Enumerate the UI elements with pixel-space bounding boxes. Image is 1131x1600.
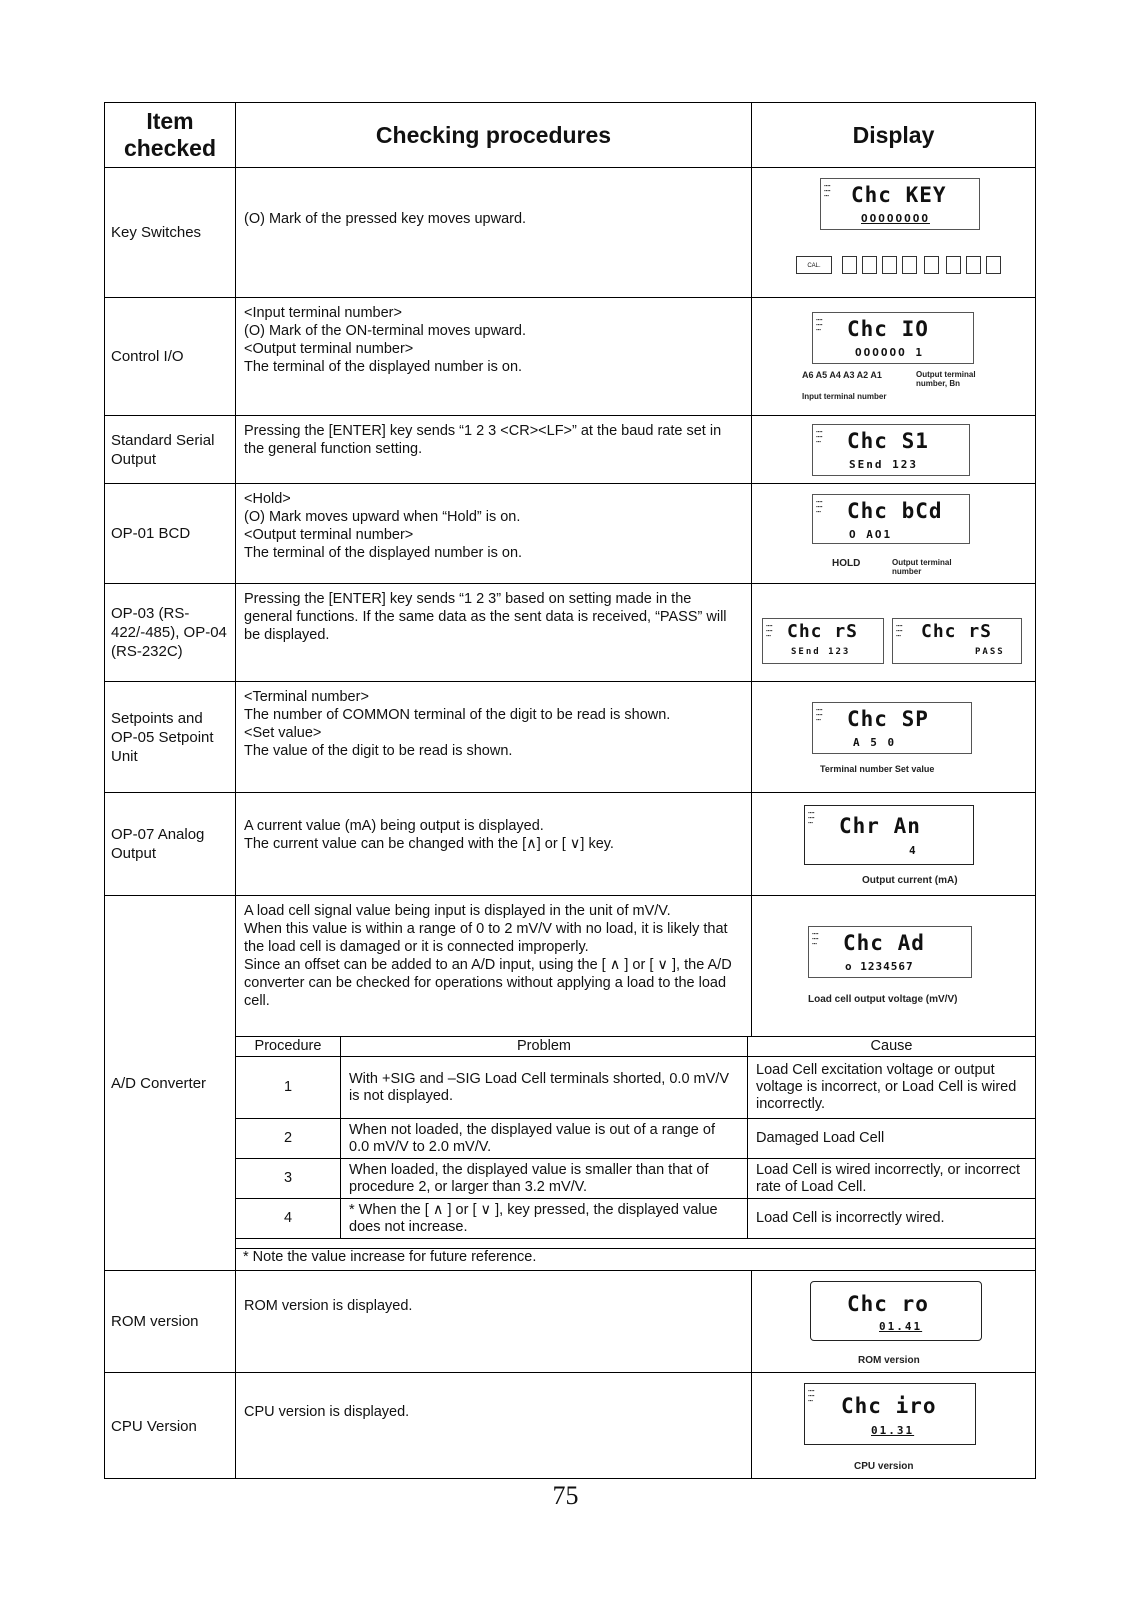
table-row (105, 298, 1035, 416)
key-icon (946, 256, 961, 274)
procedure-text (236, 484, 752, 583)
table-row (236, 1159, 1036, 1199)
item-op03-op04: OP-03 (RS-422/-485), OP-04 (RS-232C) (105, 584, 236, 681)
lcd-panel-pass (892, 618, 1022, 664)
cause-cell: Load Cell is incorrectly wired. (748, 1199, 1036, 1239)
load-cell-voltage-label: Load cell output voltage (mV/V) (808, 994, 958, 1005)
table-row (105, 584, 1035, 682)
lcd-sub-text: SEnd 123 (849, 458, 918, 471)
procedure-line: <Terminal number> (244, 689, 369, 705)
procedure-line: The terminal of the displayed number is on. (244, 545, 523, 561)
hold-label: HOLD (832, 558, 861, 569)
procedure-line: Since an offset can be added to an A/D input, using the [ ∧ ] or [ ∨ ], the A/D converter can be checked for operations without applying a load to the load cell. (244, 957, 732, 1009)
indicator-marks-icon: ▪▪▪▪ ▪▪▪▪ ▪▪▪ (824, 183, 831, 198)
lcd-sub-text: SEnd 123 (791, 647, 851, 657)
item-rom-version: ROM version (105, 1271, 236, 1372)
lcd-panel (804, 805, 974, 865)
input-terminals-label: A6 A5 A4 A3 A2 A1 (802, 370, 882, 380)
lcd-main-text: Chc IO (847, 317, 929, 341)
display-cell (752, 1373, 1035, 1479)
lcd-sub-text: O AO1 (849, 528, 893, 541)
procedure-text (236, 793, 752, 895)
header-item-checked: Item checked (105, 103, 236, 167)
lcd-main-text: Chc Ad (843, 931, 925, 955)
lcd-sub-text: o 1234567 (845, 960, 914, 973)
procedure-header: Procedure (236, 1037, 341, 1057)
procedure-line: Pressing the [ENTER] key sends “1 2 3 <CR><LF>” at the baud rate set in the general function setting. (244, 423, 722, 457)
table-row (236, 1199, 1036, 1239)
cause-cell: Damaged Load Cell (748, 1119, 1036, 1159)
lcd-sub-text: PASS (975, 647, 1005, 657)
lcd-panel (820, 178, 980, 230)
procedure-text (236, 416, 752, 483)
indicator-marks-icon: ▪▪▪▪ ▪▪▪▪ ▪▪▪ (816, 317, 823, 332)
table-note: * Note the value increase for future reference. (235, 1248, 1036, 1265)
procedure-text (236, 896, 752, 1036)
item-ad-converter: A/D Converter (105, 896, 236, 1270)
lcd-main-text: Chc rS (787, 621, 859, 642)
cpu-version-label: CPU version (854, 1461, 914, 1472)
item-setpoints: Setpoints and OP-05 Setpoint Unit (105, 682, 236, 792)
lcd-main-text: Chc SP (847, 707, 929, 731)
display-cell (752, 1271, 1035, 1372)
indicator-marks-icon: ▪▪▪▪ ▪▪▪▪ ▪▪▪ (816, 499, 823, 514)
lcd-panel (804, 1383, 976, 1445)
procedure-line: The number of COMMON terminal of the digit to be read is shown. (244, 707, 671, 723)
display-cell (752, 682, 1035, 792)
procedure-line: CPU version is displayed. (244, 1404, 410, 1420)
table-row (236, 1057, 1036, 1119)
key-icon (966, 256, 981, 274)
table-row (105, 793, 1035, 896)
display-cell (752, 484, 1035, 583)
table-header (105, 103, 1035, 168)
problem-cell: * When the [ ∧ ] or [ ∨ ], key pressed, the displayed value does not increase. (341, 1199, 748, 1239)
cal-key-icon: CAL. (796, 256, 832, 274)
table-row (105, 1271, 1035, 1373)
lcd-panel (810, 1281, 982, 1341)
indicator-marks-icon: ▪▪▪▪ ▪▪▪▪ ▪▪▪ (816, 429, 823, 444)
procedure-line: ROM version is displayed. (244, 1298, 413, 1314)
table-header-row (236, 1037, 1036, 1057)
display-cell (752, 896, 1035, 1036)
procedure-line: <Output terminal number> (244, 341, 414, 357)
key-icon (986, 256, 1001, 274)
terminal-set-value-label: Terminal number Set value (820, 764, 935, 774)
problem-header: Problem (341, 1037, 748, 1057)
cause-header: Cause (748, 1037, 1036, 1057)
procedure-cell: 2 (236, 1119, 341, 1159)
procedure-line: Pressing the [ENTER] key sends “1 2 3” based on setting made in the general functions. If the same data as the sent data is received, “PASS” will be displayed. (244, 591, 727, 643)
lcd-panel (812, 424, 970, 476)
indicator-marks-icon: ▪▪▪▪ ▪▪▪▪ ▪▪▪ (812, 931, 819, 946)
display-cell (752, 298, 1035, 415)
input-terminal-label: Input terminal number (802, 392, 887, 401)
procedure-line: The current value can be changed with the [∧] or [ ∨] key. (244, 836, 614, 852)
procedure-text (236, 298, 752, 415)
lcd-panel (812, 494, 970, 544)
procedure-text (236, 584, 752, 681)
key-icon (842, 256, 857, 274)
procedure-cell: 1 (236, 1057, 341, 1119)
lcd-panel (812, 702, 972, 754)
key-icon (902, 256, 917, 274)
item-key-switches: Key Switches (105, 168, 236, 297)
procedure-cell: 4 (236, 1199, 341, 1239)
header-checking-procedures: Checking procedures (236, 103, 752, 167)
problem-cell: With +SIG and –SIG Load Cell terminals shorted, 0.0 mV/V is not displayed. (341, 1057, 748, 1119)
output-terminal-label: Output terminal number, Bn (916, 370, 976, 388)
rom-version-label: ROM version (858, 1355, 920, 1366)
procedure-text (236, 682, 752, 792)
lcd-main-text: Chc ro (847, 1292, 929, 1316)
indicator-marks-icon: ▪▪▪▪ ▪▪▪▪ ▪▪▪ (896, 623, 903, 638)
display-cell (752, 416, 1035, 483)
lcd-panel (812, 312, 974, 364)
table-row (105, 896, 1035, 1271)
lcd-main-text: Chc bCd (847, 499, 943, 523)
lcd-sub-text: 01.41 (879, 1320, 923, 1333)
key-icon (882, 256, 897, 274)
procedure-line: (O) Mark of the ON-terminal moves upward. (244, 323, 527, 339)
problem-cell: When not loaded, the displayed value is out of a range of 0.0 mV/V to 2.0 mV/V. (341, 1119, 748, 1159)
item-op07-analog-output: OP-07 Analog Output (105, 793, 236, 895)
output-terminal-label: Output terminal number (892, 558, 952, 576)
procedure-line: The value of the digit to be read is shown. (244, 743, 513, 759)
procedure-line: <Input terminal number> (244, 305, 402, 321)
lcd-main-text: Chc KEY (851, 183, 947, 207)
item-standard-serial-output: Standard Serial Output (105, 416, 236, 483)
key-icon (924, 256, 939, 274)
lcd-panel-send (762, 618, 884, 664)
procedure-line: <Output terminal number> (244, 527, 414, 543)
ad-converter-problem-table (235, 1036, 1036, 1239)
header-display: Display (852, 121, 935, 148)
item-control-io: Control I/O (105, 298, 236, 415)
item-op01-bcd: OP-01 BCD (105, 484, 236, 583)
output-current-label: Output current (mA) (862, 875, 958, 886)
lcd-sub-text: OOOOOOOO (861, 212, 930, 225)
lcd-sub-text: A 5 0 (853, 736, 897, 749)
procedure-line: <Hold> (244, 491, 291, 507)
indicator-marks-icon: ▪▪▪▪ ▪▪▪▪ ▪▪▪ (808, 1388, 815, 1403)
indicator-marks-icon: ▪▪▪▪ ▪▪▪▪ ▪▪▪ (808, 810, 815, 825)
lcd-main-text: Chc rS (921, 621, 993, 642)
cause-cell: Load Cell excitation voltage or output voltage is incorrect, or Load Cell is wired incorrectly. (748, 1057, 1036, 1119)
lcd-sub-text: 01.31 (871, 1424, 915, 1437)
lcd-sub-text: 4 (909, 844, 918, 857)
checking-procedures-table (104, 102, 1036, 1479)
table-row (105, 682, 1035, 793)
procedure-text (236, 1373, 752, 1479)
display-cell (752, 168, 1035, 297)
table-row (105, 416, 1035, 484)
indicator-marks-icon: ▪▪▪▪ ▪▪▪▪ ▪▪▪ (766, 623, 773, 638)
lcd-main-text: Chc S1 (847, 429, 929, 453)
procedure-line: A current value (mA) being output is displayed. (244, 818, 544, 834)
procedure-cell: 3 (236, 1159, 341, 1199)
lcd-main-text: Chr An (839, 814, 921, 838)
table-row (105, 484, 1035, 584)
key-icon (862, 256, 877, 274)
procedure-line: (O) Mark of the pressed key moves upward. (244, 211, 527, 227)
procedure-line: (O) Mark moves upward when “Hold” is on. (244, 509, 521, 525)
display-cell (752, 793, 1035, 895)
lcd-panel (808, 926, 972, 978)
lcd-main-text: Chc iro (841, 1394, 937, 1418)
table-row (105, 168, 1035, 298)
display-cell (752, 584, 1035, 681)
lcd-sub-text: OOOOOO 1 (855, 346, 924, 359)
table-row (105, 1373, 1035, 1479)
procedure-text (236, 1271, 752, 1372)
procedure-line: When this value is within a range of 0 to 2 mV/V with no load, it is likely that the load cell is damaged or it is connected improperly. (244, 921, 728, 955)
page-number: 75 (552, 1481, 579, 1510)
procedure-line: A load cell signal value being input is displayed in the unit of mV/V. (244, 903, 671, 919)
indicator-marks-icon: ▪▪▪▪ ▪▪▪▪ ▪▪▪ (816, 707, 823, 722)
procedure-line: The terminal of the displayed number is on. (244, 359, 523, 375)
item-cpu-version: CPU Version (105, 1373, 236, 1479)
procedure-text (236, 168, 752, 297)
cause-cell: Load Cell is wired incorrectly, or incorrect rate of Load Cell. (748, 1159, 1036, 1199)
procedure-line: <Set value> (244, 725, 322, 741)
problem-cell: When loaded, the displayed value is smaller than that of procedure 2, or larger than 3.2 mV/V. (341, 1159, 748, 1199)
table-row (236, 1119, 1036, 1159)
